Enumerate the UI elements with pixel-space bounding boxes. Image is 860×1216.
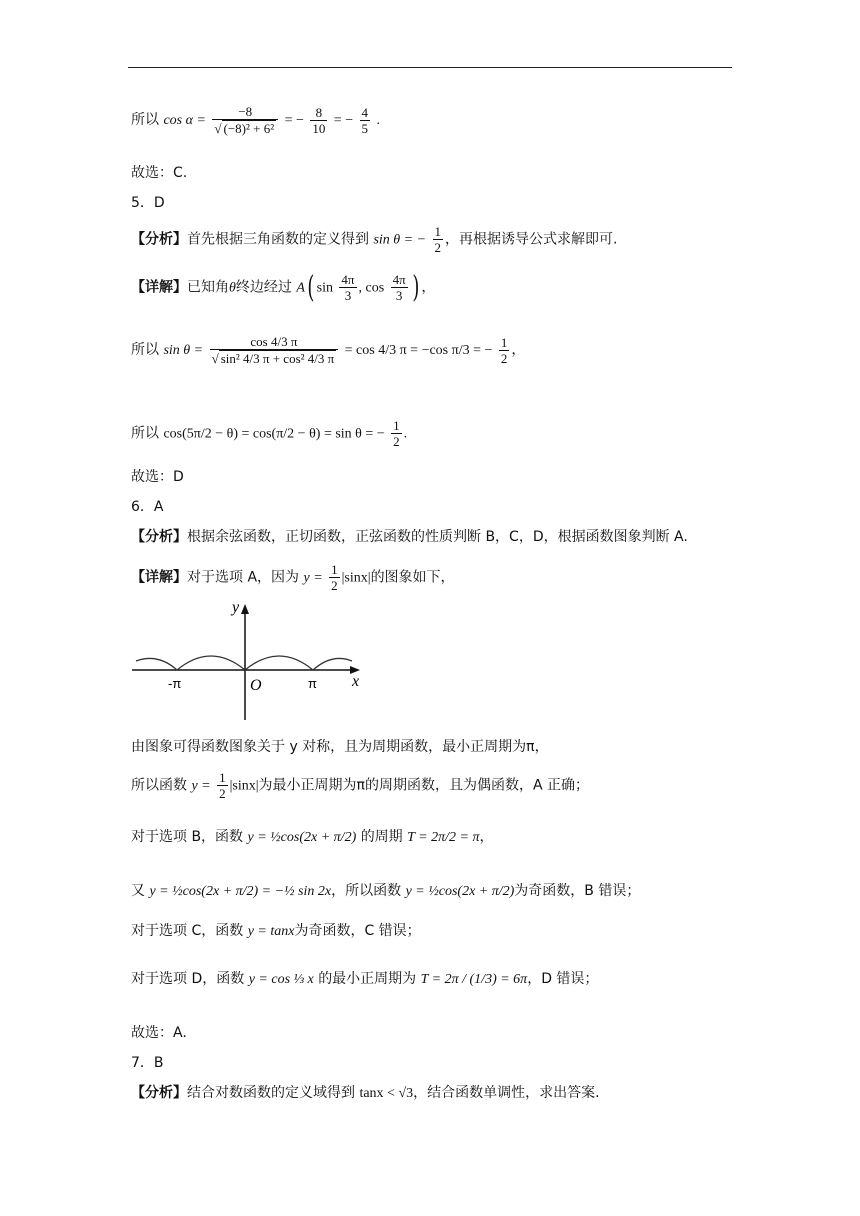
header-rule [128, 67, 732, 68]
radicand: (−8)² + 6² [223, 121, 275, 136]
denominator: 2 [500, 350, 508, 366]
text: ，D 错误； [527, 971, 599, 987]
math: |sinx| [229, 778, 259, 794]
x-axis-label: x [352, 673, 360, 690]
math: T = 2π/2 = π [407, 830, 480, 845]
q6-line-5 [131, 880, 640, 900]
denominator: 5 [361, 120, 369, 136]
q6-line-6 [131, 920, 421, 940]
math: y = cos ⅓ x [248, 972, 314, 987]
paren: ) [412, 269, 420, 305]
text: 的图象如下， [370, 569, 455, 586]
math: = − [333, 113, 354, 128]
text: 终边经过 [235, 279, 292, 296]
q6-detail [131, 562, 455, 593]
numerator: 1 [434, 224, 442, 239]
text: 的最小正周期为 [318, 971, 417, 987]
numerator: 8 [310, 105, 327, 121]
text: 为奇函数，C 错误； [294, 923, 421, 939]
numerator: 4π [341, 272, 355, 287]
text: 根据余弦函数，正切函数，正弦函数的性质判断 B，C，D，根据函数图象判断 A. [187, 529, 688, 545]
answer-6: 故选：A. [131, 1025, 187, 1041]
tag: 【详解】 [131, 279, 187, 296]
denominator: 2 [393, 434, 400, 449]
q6-line-7 [131, 968, 598, 988]
question-5-heading: 5．D [131, 195, 165, 211]
q5-analysis [131, 224, 617, 255]
math: , cos [358, 280, 385, 296]
q6-analysis [131, 526, 688, 546]
math: |sinx| [341, 570, 371, 586]
numerator: −8 [212, 104, 278, 120]
text: 所以 [131, 112, 159, 128]
neg-pi-label: -π [168, 676, 182, 691]
numerator: 1 [331, 562, 338, 577]
fraction [360, 105, 371, 136]
fraction [499, 335, 510, 366]
q6-line-4 [131, 826, 494, 846]
fraction [310, 105, 327, 136]
text: 对于选项 B，函数 [131, 829, 244, 845]
tag: 【分析】 [131, 1085, 187, 1101]
text: ，所以函数 [331, 883, 402, 899]
tag: 【分析】 [131, 231, 187, 248]
fraction [329, 562, 340, 593]
fraction [339, 272, 356, 303]
text: 首先根据三角函数的定义得到 [187, 231, 369, 248]
fraction [210, 334, 339, 366]
math: sin θ = [163, 343, 204, 358]
origin-label: O [250, 677, 262, 694]
question-7-heading: 7．B [131, 1055, 164, 1071]
math: y = tanx [247, 924, 295, 939]
tag: 【详解】 [131, 569, 187, 586]
q6-line-2: 由图象可得函数图象关于 y 对称，且为周期函数，最小正周期为π， [131, 739, 549, 755]
q5-detail [131, 269, 436, 305]
text: 所以函数 [131, 777, 187, 794]
denominator: 2 [331, 578, 338, 593]
text: ， [511, 342, 526, 358]
math: cos α = [163, 113, 206, 128]
text: 为最小正周期为π的周期函数，且为偶函数，A 正确； [258, 777, 589, 794]
math: y = ½cos(2x + π/2) [247, 830, 357, 845]
text: ， [421, 279, 436, 296]
denominator: 2 [434, 240, 442, 255]
answer-4: 故选：C. [131, 165, 188, 181]
math: . [403, 426, 408, 442]
numerator: cos 4/3 π [210, 334, 339, 350]
math: = cos 4/3 π = −cos π/3 = − [344, 343, 493, 358]
paren: ( [307, 269, 315, 305]
q5-cos-reduction [131, 418, 407, 449]
numerator: 4 [361, 104, 369, 120]
text: 已知角 [187, 279, 229, 296]
fraction [212, 104, 278, 136]
equation-cos-alpha [131, 104, 380, 136]
text: 结合对数函数的定义域得到 [187, 1085, 355, 1101]
math: tanx < √3 [359, 1086, 414, 1101]
y-axis-label: y [232, 599, 240, 616]
fraction [217, 770, 228, 801]
text: 所以 [131, 342, 159, 358]
numerator: 1 [500, 334, 508, 350]
tag: 【分析】 [131, 529, 187, 545]
q7-analysis [131, 1082, 600, 1102]
q6-line-3 [131, 770, 589, 801]
math: sin [316, 280, 333, 296]
q5-sin-theta [131, 334, 525, 366]
radicand: sin² 4/3 π + cos² 4/3 π [220, 351, 335, 366]
fraction [391, 272, 408, 303]
pi-label: π [308, 676, 317, 691]
text: 对于选项 A，因为 [187, 569, 300, 586]
question-6-heading: 6．A [131, 499, 164, 515]
math: y = ½cos(2x + π/2) = −½ sin 2x [149, 884, 332, 899]
math: y = ½cos(2x + π/2) [405, 884, 515, 899]
text: ，结合函数单调性，求出答案. [413, 1085, 600, 1101]
denominator: 3 [395, 288, 403, 303]
math: A [296, 280, 305, 296]
fraction [391, 418, 402, 449]
text: 又 [131, 883, 145, 899]
text: 对于选项 D，函数 [131, 971, 245, 987]
denominator: 2 [219, 786, 226, 801]
math: = − [284, 113, 304, 128]
abs-sin-graph [128, 598, 368, 726]
text: 的周期 [360, 829, 403, 845]
denominator: 3 [344, 288, 352, 303]
math: cos(5π/2 − θ) = cos(π/2 − θ) = sin θ = − [163, 426, 385, 442]
numerator: 4π [392, 272, 406, 287]
text: 所以 [131, 425, 159, 442]
math: θ [229, 280, 236, 296]
answer-5: 故选：D [131, 469, 184, 485]
math: sin θ = − [373, 232, 427, 248]
denominator: 10 [312, 120, 326, 136]
math: T = 2π / (1/3) = 6π [420, 972, 528, 987]
text: 对于选项 C，函数 [131, 923, 244, 939]
text: ， [479, 829, 494, 845]
math: y = [303, 570, 323, 586]
fraction [433, 224, 444, 255]
text: ，再根据诱导公式求解即可. [445, 231, 618, 248]
math: . [376, 113, 380, 128]
denominator: √ (−8)² + 6² [214, 121, 275, 136]
numerator: 1 [219, 770, 226, 785]
text: 为奇函数，B 错误； [514, 883, 641, 899]
denominator: √ sin² 4/3 π + cos² 4/3 π [211, 351, 335, 366]
math: y = [191, 778, 211, 794]
numerator: 1 [393, 418, 400, 433]
